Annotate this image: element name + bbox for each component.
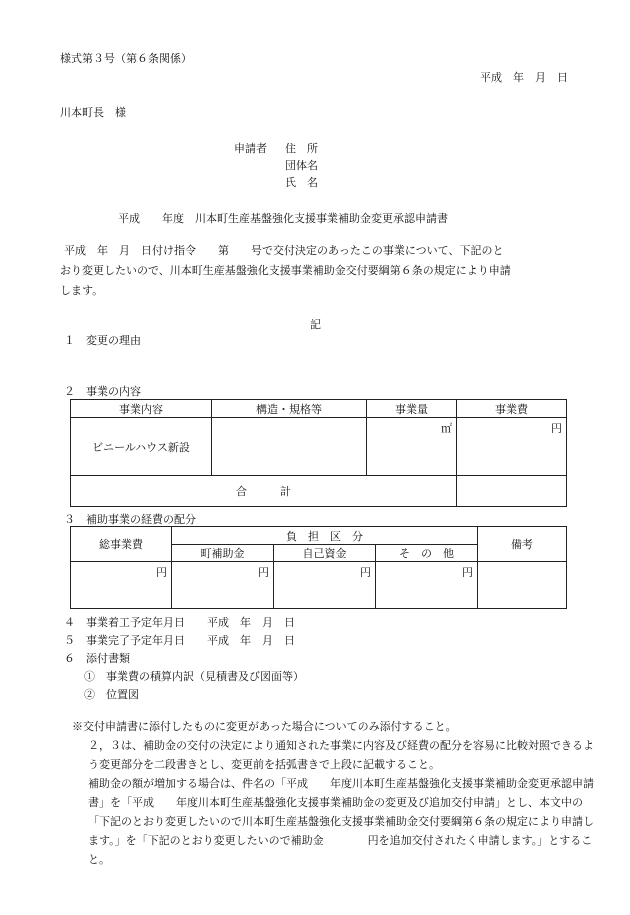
body-line-2: おり変更したいので、川本町生産基盤強化支援事業補助金交付要綱第６条の規定により申請 [60,264,511,277]
addressee: 川本町長 様 [60,106,126,119]
item-change-reason: １ 変更の理由 [64,334,141,347]
own-funds-header: 自己資金 [274,545,376,562]
applicant-address: 住 所 [285,142,318,155]
end-date-line: ５ 事業完了予定年月日 平成 年 月 日 [64,634,295,647]
attachment-1: ① 事業費の積算内訳（見積書及び図面等） [84,670,304,683]
note-2: ２，３は、補助金の交付の決定により通知された事業に内容及び経費の配分を容易に比較対照できるよう変更部分を二段書きとし、変更前を括弧書きで上段に記載すること。 [88,739,594,771]
form-number: 様式第３号（第６条関係） [60,52,192,65]
applicant-name: 氏 名 [285,176,318,189]
other-header: そ の 他 [376,545,478,562]
header-content: 事業内容 [71,400,212,418]
note-3: 補助金の額が増加する場合は、件名の「平成 年度川本町生産基盤強化支援事業補助金変更承認申請書」を「平成 年度川本町生産基盤強化支援事業補助金の変更及び追加交付申請」とし、本文中の「下記のとおり変更したいので川本町生産基盤強化支援事業補助金交付要綱第６条の規定により申請します。」を「下記のとおり変更したいので補助金 円を追加交付されたく申請します。」とすること。 [88,777,594,866]
total-project-cost-header: 総事業費 [71,527,172,562]
own-funds-value: 円 [274,562,376,609]
header-quantity: 事業量 [367,400,457,418]
document-title: 平成 年度 川本町生産基盤強化支援事業補助金変更承認申請書 [118,212,448,225]
applicant-label: 申請者 [234,142,267,155]
expense-allocation-table [70,526,567,609]
submission-date: 平成 年 月 日 [480,71,568,84]
town-subsidy-value: 円 [172,562,274,609]
body-line-1: 平成 年 月 日付け指令 第 号で交付決定のあったこの事業について、下記のと [64,244,504,257]
burden-category-header: 負 担 区 分 [172,527,478,545]
header-cost: 事業費 [457,400,567,418]
body-line-3: します。 [60,284,104,297]
note-1: ※交付申請書に添付したものに変更があった場合についてのみ添付すること。 [72,720,457,733]
remarks-header: 備考 [478,527,567,562]
other-value: 円 [376,562,478,609]
applicant-group: 団体名 [285,159,318,172]
project-content-cell: ビニールハウス新設 [71,418,212,476]
project-content-table [70,399,567,507]
total-label: 合 計 [71,476,457,507]
item-project-content: ２ 事業の内容 [64,385,141,398]
header-structure: 構造・規格等 [212,400,367,418]
cost-cell: 円 [457,418,567,476]
total-cost-value: 円 [71,562,172,609]
town-subsidy-header: 町補助金 [172,545,274,562]
attachment-2: ② 位置図 [84,688,139,701]
item-expense-allocation: ３ 補助事業の経費の配分 [64,513,196,526]
total-cost-cell [457,476,567,507]
remarks-value [478,562,567,609]
start-date-line: ４ 事業着工予定年月日 平成 年 月 日 [64,616,295,629]
quantity-cell: ㎡ [367,418,457,476]
attachments-heading: ６ 添付書類 [64,652,130,665]
ki-heading: 記 [310,318,321,331]
structure-cell [212,418,367,476]
